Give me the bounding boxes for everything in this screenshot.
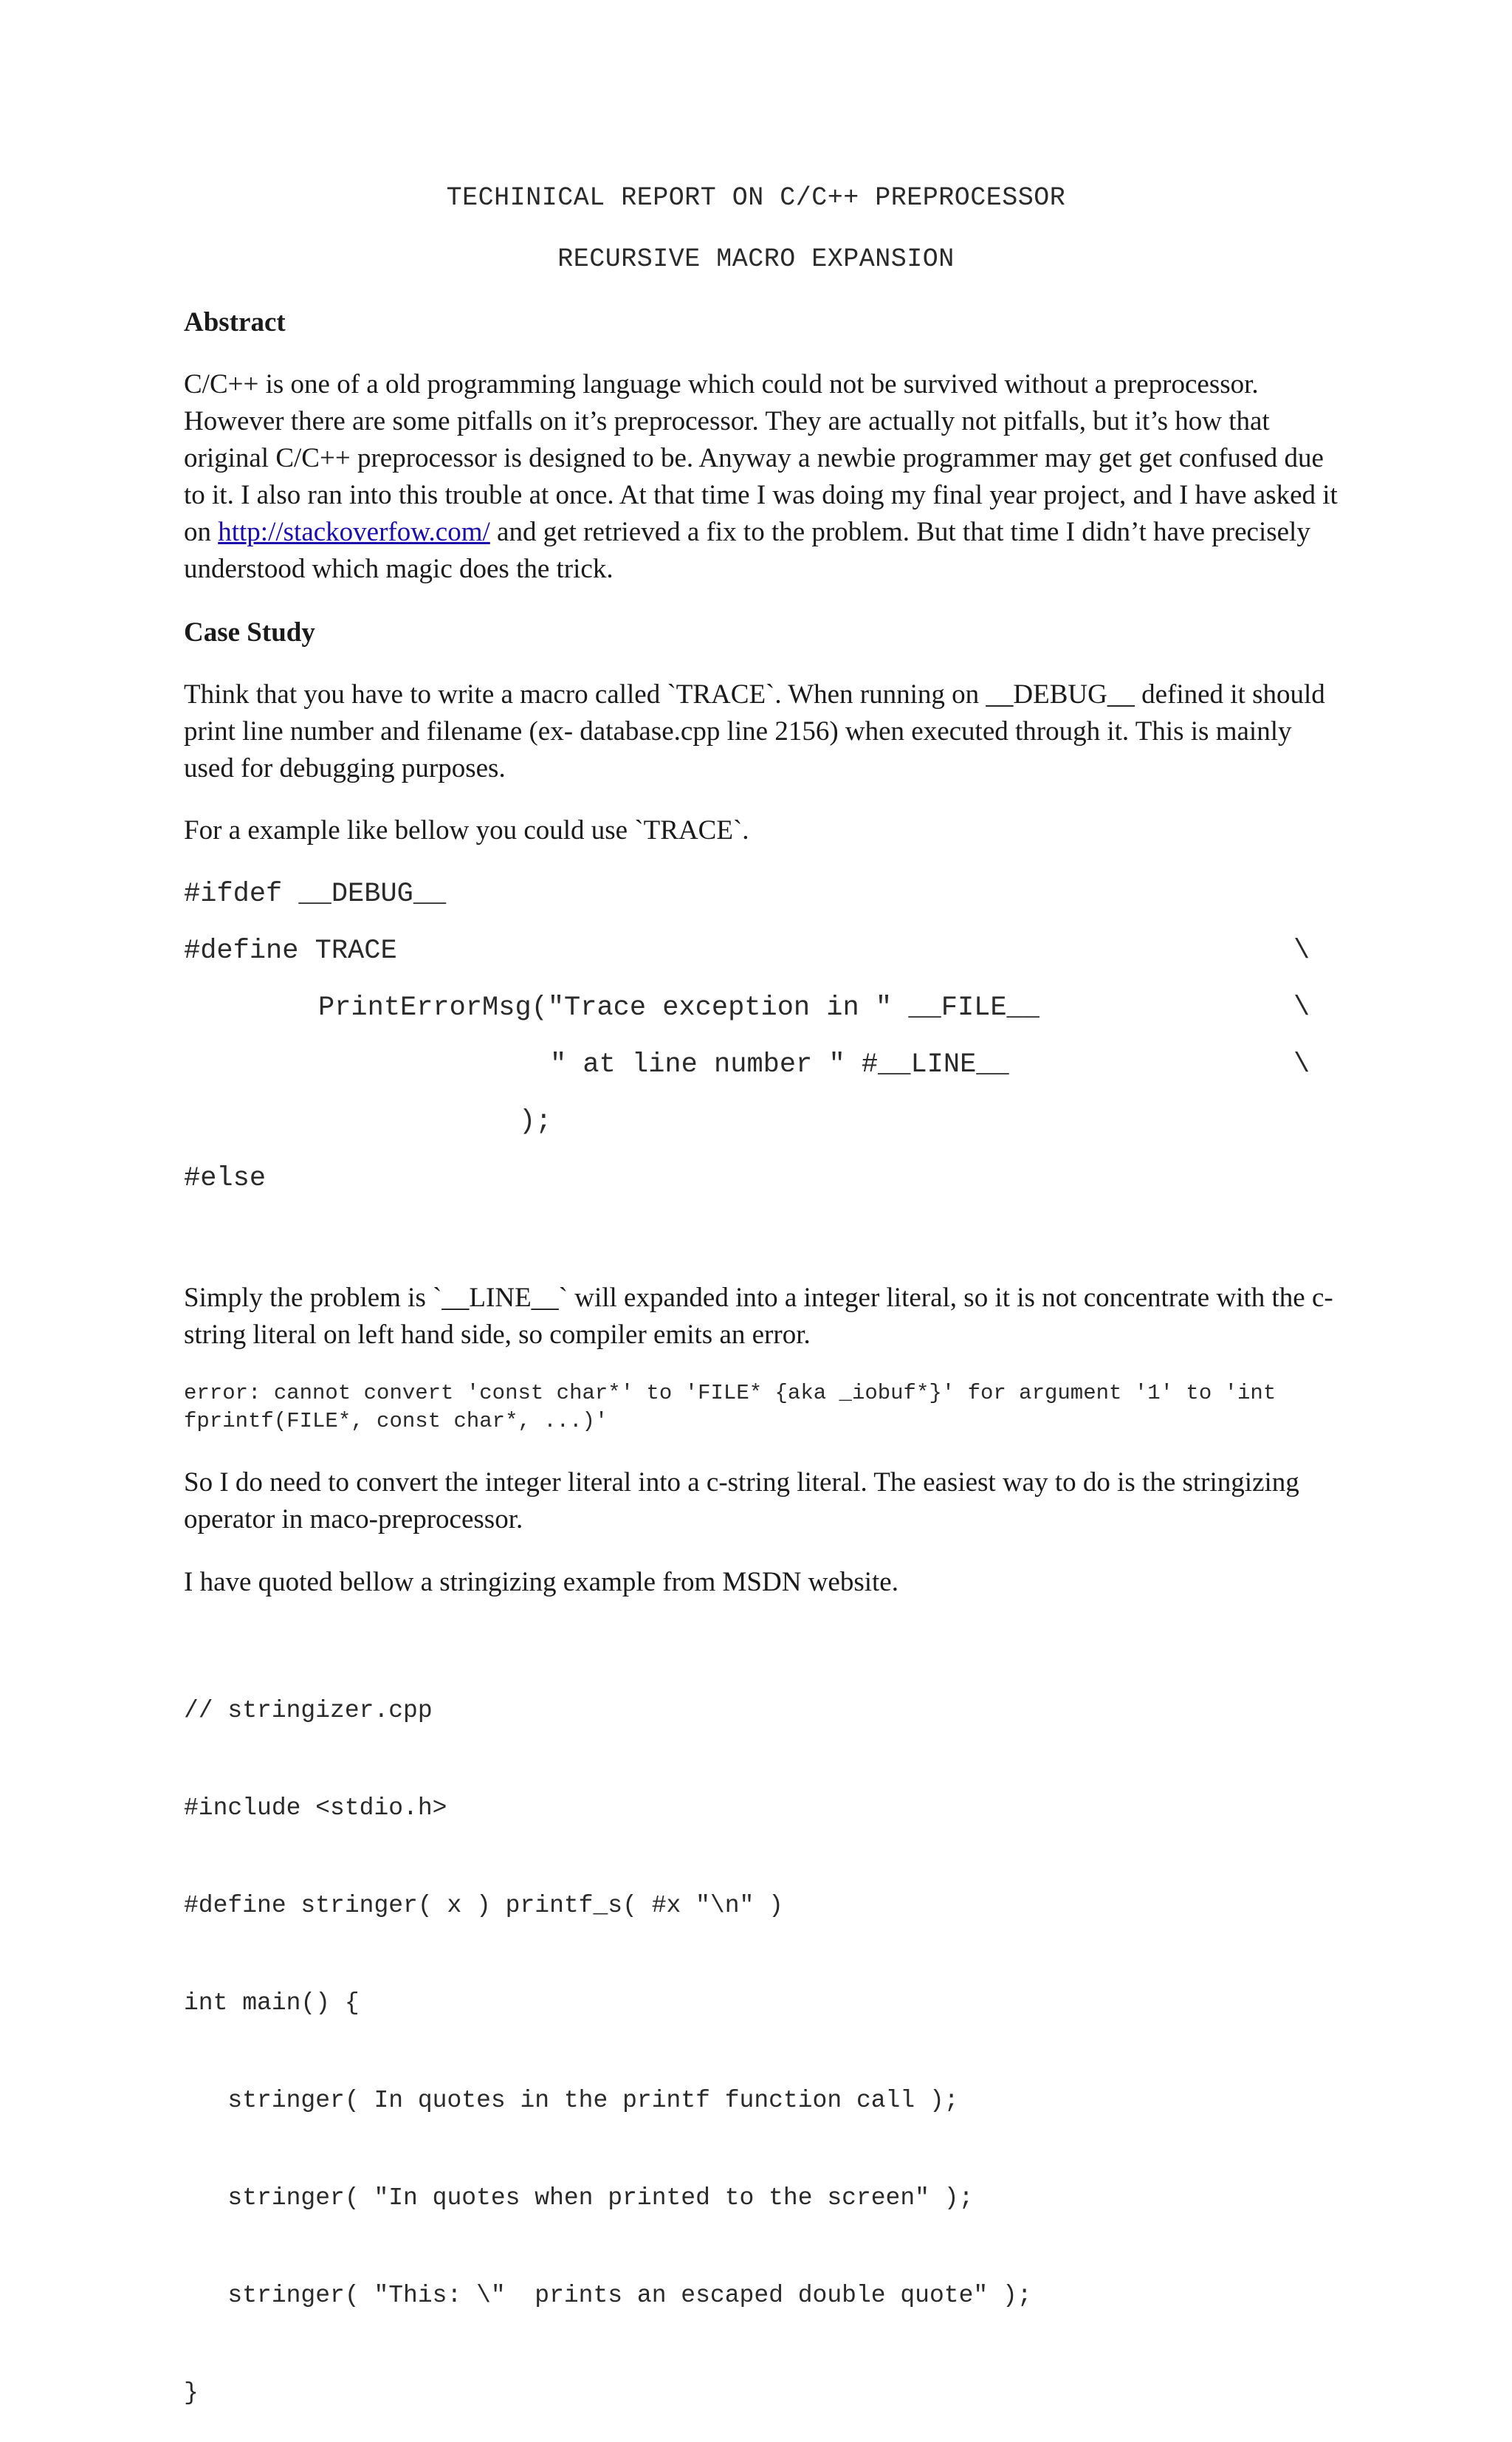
- abstract-text-end: and get retrieved a fix to the problem. But that time I didn’t have precisely understood which magic does the trick.: [184, 517, 1310, 584]
- stackoverflow-link[interactable]: http://stackoverfow.com/: [218, 517, 490, 547]
- compiler-error: error: cannot convert 'const char*' to 'FILE* {aka _iobuf*}' for argument '1' to 'int fprintf(FILE*, const char*, ...)': [184, 1381, 1289, 1433]
- case-study-paragraph-2: For a example like bellow you could use `TRACE`.: [184, 815, 749, 846]
- code-line-printerror: PrintErrorMsg("Trace exception in " __FILE__: [318, 992, 1040, 1023]
- code-line-at-line: " at line number " #__LINE__: [550, 1049, 1009, 1080]
- report-title: TECHINICAL REPORT ON C/C++ PREPROCESSOR: [446, 183, 1066, 213]
- code-line-close: );: [519, 1106, 552, 1137]
- report-subtitle: RECURSIVE MACRO EXPANSION: [557, 244, 955, 274]
- code2-line: stringer( "This: \" prints an escaped double quote" );: [184, 2282, 1032, 2309]
- case-study-paragraph-4: So I do need to convert the integer literal into a c-string literal. The easiest way to do is the stringizing operator in maco-preprocessor.: [184, 1467, 1299, 1534]
- code-line-else: #else: [184, 1163, 267, 1194]
- case-study-paragraph-1: Think that you have to write a macro called `TRACE`. When running on __DEBUG__ defined it should print line number and filename (ex- database.cpp line 2156) when executed through it. This is mainly used for debugging purposes.: [184, 679, 1325, 783]
- code2-line: stringer( "In quotes when printed to the screen" );: [184, 2184, 974, 2212]
- code-line-ifdef: #ifdef __DEBUG__: [184, 879, 447, 910]
- code2-line: #include <stdio.h>: [184, 1794, 447, 1822]
- code2-line: stringer( In quotes in the printf function call );: [184, 2087, 959, 2114]
- line-continuation-2: \: [1293, 992, 1310, 1023]
- abstract-paragraph: [184, 366, 1343, 588]
- case-study-paragraph-5: I have quoted bellow a stringizing example from MSDN website.: [184, 1567, 898, 1597]
- line-continuation-3: \: [1293, 1049, 1310, 1080]
- case-study-heading: Case Study: [184, 617, 315, 648]
- code2-line: // stringizer.cpp: [184, 1697, 433, 1724]
- line-continuation-1: \: [1293, 936, 1310, 967]
- code2-line: int main() {: [184, 1989, 360, 2017]
- case-study-paragraph-3: Simply the problem is `__LINE__` will expanded into a integer literal, so it is not concentrate with the c-string literal on left hand side, so compiler emits an error.: [184, 1283, 1333, 1350]
- abstract-text-start: C/C++ is one of a old programming language which could not be survived without a preprocessor. However there are some pitfalls on it’s preprocessor. They are actually not pitfalls, but it’s how that original C/C++ preprocessor is designed to be. Anyway a newbie programmer may get get confused due to it. I also ran into this trouble at once. At that time I was doing my final year project, and I have asked it on: [184, 369, 1338, 547]
- stringizer-code-block: [184, 1630, 1032, 2442]
- code2-line: }: [184, 2379, 199, 2407]
- code-line-define: #define TRACE: [184, 936, 397, 967]
- abstract-heading: Abstract: [184, 307, 286, 337]
- code2-line: #define stringer( x ) printf_s( #x "\n" ): [184, 1892, 783, 1919]
